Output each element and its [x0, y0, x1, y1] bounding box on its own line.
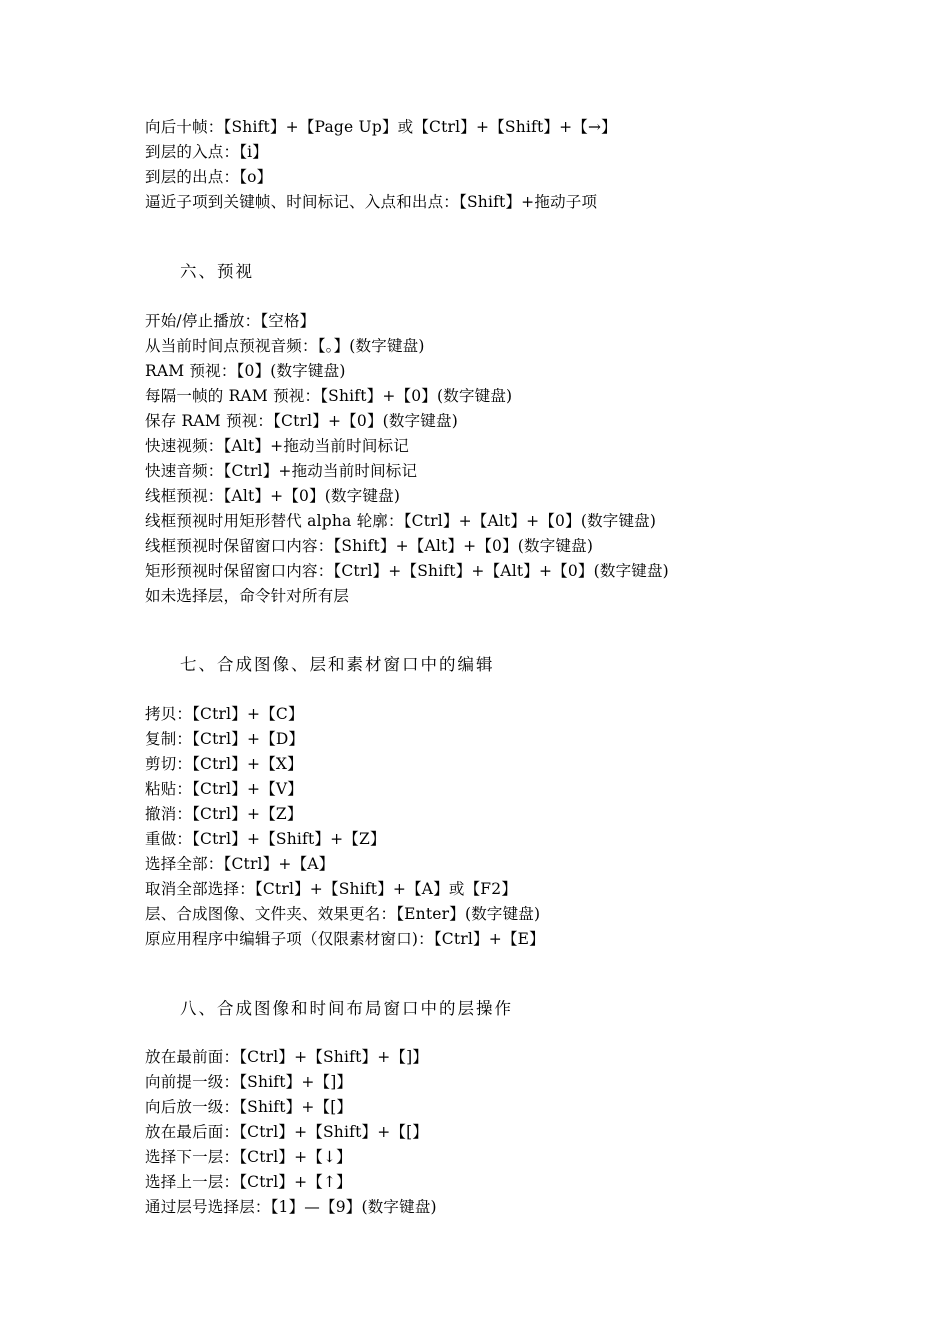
shortcut-line: 线框预视时用矩形替代 alpha 轮廓：【Ctrl】+【Alt】+【0】(数字键盘) [145, 512, 657, 530]
shortcut-line: RAM 预视：【0】(数字键盘) [145, 362, 346, 380]
shortcut-line: 保存 RAM 预视：【Ctrl】+【0】(数字键盘) [145, 412, 458, 430]
shortcut-line: 复制：【Ctrl】+【D】 [145, 730, 305, 748]
shortcut-line: 原应用程序中编辑子项（仅限素材窗口)：【Ctrl】+【E】 [145, 930, 545, 948]
shortcut-line: 线框预视时保留窗口内容：【Shift】+【Alt】+【0】(数字键盘) [145, 537, 594, 555]
shortcut-line: 剪切：【Ctrl】+【X】 [145, 755, 303, 773]
shortcut-line: 撤消：【Ctrl】+【Z】 [145, 805, 303, 823]
shortcut-line: 放在最前面：【Ctrl】+【Shift】+【]】 [145, 1048, 429, 1066]
shortcut-line: 重做：【Ctrl】+【Shift】+【Z】 [145, 830, 386, 848]
shortcut-line: 选择下一层：【Ctrl】+【↓】 [145, 1148, 352, 1166]
shortcut-line: 到层的入点：【i】 [145, 143, 269, 161]
section-top-list [145, 115, 905, 215]
section-preview-list [145, 309, 905, 609]
shortcut-line: 层、合成图像、文件夹、效果更名：【Enter】(数字键盘) [145, 905, 541, 923]
shortcut-line: 快速视频：【Alt】+拖动当前时间标记 [145, 437, 409, 455]
section-layer-operations-list [145, 1045, 905, 1220]
section-editing-list [145, 702, 905, 952]
shortcut-line: 向前提一级：【Shift】+【]】 [145, 1073, 353, 1091]
shortcut-line: 如未选择层，命令针对所有层 [145, 587, 350, 605]
shortcut-line: 放在最后面：【Ctrl】+【Shift】+【[】 [145, 1123, 429, 1141]
section-heading-preview: 六、预视 [180, 262, 254, 281]
section-heading-editing: 七、合成图像、层和素材窗口中的编辑 [180, 655, 495, 674]
shortcut-line: 逼近子项到关键帧、时间标记、入点和出点：【Shift】+拖动子项 [145, 193, 598, 211]
shortcut-line: 向后十帧：【Shift】+【Page Up】或【Ctrl】+【Shift】+【→】 [145, 118, 617, 136]
shortcut-line: 选择上一层：【Ctrl】+【↑】 [145, 1173, 352, 1191]
shortcut-line: 线框预视：【Alt】+【0】(数字键盘) [145, 487, 401, 505]
shortcut-line: 拷贝：【Ctrl】+【C】 [145, 705, 304, 723]
shortcut-line: 选择全部：【Ctrl】+【A】 [145, 855, 335, 873]
section-heading-layer-operations: 八、合成图像和时间布局窗口中的层操作 [180, 999, 513, 1018]
shortcut-line: 每隔一帧的 RAM 预视：【Shift】+【0】(数字键盘) [145, 387, 513, 405]
shortcut-line: 到层的出点：【o】 [145, 168, 273, 186]
shortcut-line: 矩形预视时保留窗口内容：【Ctrl】+【Shift】+【Alt】+【0】(数字键盘) [145, 562, 669, 580]
shortcut-line: 从当前时间点预视音频：【。】(数字键盘) [145, 337, 425, 355]
shortcut-line: 开始/停止播放：【空格】 [145, 312, 316, 330]
shortcut-line: 通过层号选择层：【1】—【9】(数字键盘) [145, 1198, 437, 1216]
shortcut-line: 粘贴：【Ctrl】+【V】 [145, 780, 303, 798]
shortcut-line: 取消全部选择：【Ctrl】+【Shift】+【A】或【F2】 [145, 880, 518, 898]
shortcut-line: 向后放一级：【Shift】+【[】 [145, 1098, 353, 1116]
shortcut-line: 快速音频：【Ctrl】+拖动当前时间标记 [145, 462, 418, 480]
